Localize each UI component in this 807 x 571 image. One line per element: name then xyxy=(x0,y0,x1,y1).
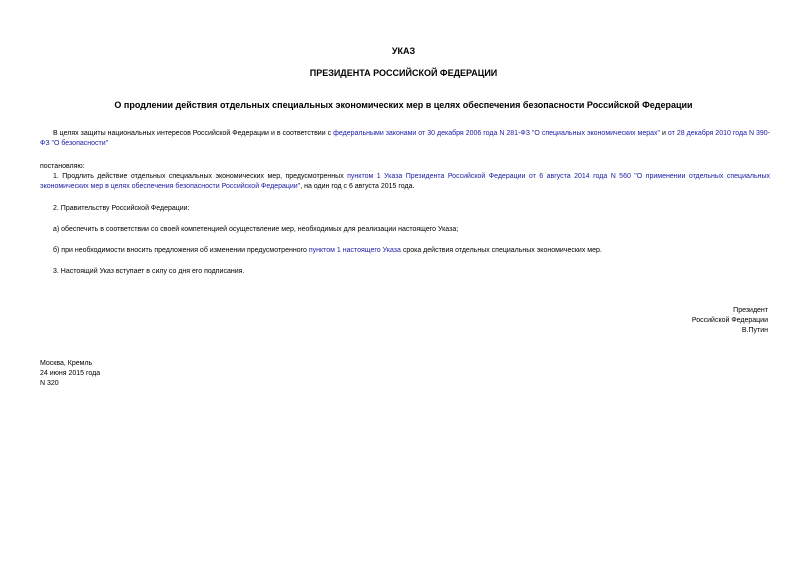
preamble-text-1: В целях защиты национальных интересов Российской Федерации и в соответствии с xyxy=(53,130,334,137)
federal-law-390-link[interactable]: от 28 декабря 2010 года N 390-ФЗ "О безопасности" xyxy=(40,130,771,147)
signature-position: Президент xyxy=(733,307,768,314)
item-2b-paragraph xyxy=(40,246,770,256)
item-2-paragraph: 2. Правительству Российской Федерации: xyxy=(53,205,190,212)
document-title: УКАЗ xyxy=(391,46,416,56)
federal-law-281-link[interactable]: федеральными законами от 30 декабря 2006 года N 281-ФЗ "О специальных экономических мерах" xyxy=(333,130,661,137)
item-2b-text-2: срока действия отдельных специальных экономических мер. xyxy=(400,247,602,254)
preamble-text-2: и xyxy=(660,130,668,137)
document-footer xyxy=(40,359,240,389)
item-1-text-2: , на один год с 6 августа 2015 года. xyxy=(300,183,415,190)
document-heading: О продлении действия отдельных специальных экономических мер в целях обеспечения безопасности Российской Федерации xyxy=(114,100,693,110)
point-1-link[interactable]: пунктом 1 настоящего Указа xyxy=(308,247,401,254)
signing-place: Москва, Кремль xyxy=(40,360,93,367)
decree-560-link[interactable]: пунктом 1 Указа Президента Российской Федерации от 6 августа 2014 года N 560 "О применении отдельных специальных экономических мер в целях обеспечения безопасности Российской Федерации" xyxy=(40,173,770,190)
document-subtitle: ПРЕЗИДЕНТА РОССИЙСКОЙ ФЕДЕРАЦИИ xyxy=(309,68,498,78)
signature-name: В.Путин xyxy=(741,327,768,334)
item-3-paragraph: 3. Настоящий Указ вступает в силу со дня его подписания. xyxy=(53,268,245,275)
signature-country: Российской Федерации xyxy=(691,317,768,324)
signature-block xyxy=(628,306,768,336)
document-number: N 320 xyxy=(40,380,59,387)
item-1-text-1: 1. Продлить действие отдельных специальных экономических мер, предусмотренных xyxy=(53,173,348,180)
signing-date: 24 июня 2015 года xyxy=(40,370,101,377)
item-2b-text-1: б) при необходимости вносить предложения об изменении предусмотренного xyxy=(53,247,309,254)
preamble-paragraph xyxy=(40,129,770,149)
item-2a-paragraph: а) обеспечить в соответствии со своей компетенцией осуществление мер, необходимых для реализации настоящего Указа; xyxy=(53,226,459,233)
decree-word: постановляю: xyxy=(40,163,85,170)
item-1-paragraph xyxy=(40,172,770,192)
